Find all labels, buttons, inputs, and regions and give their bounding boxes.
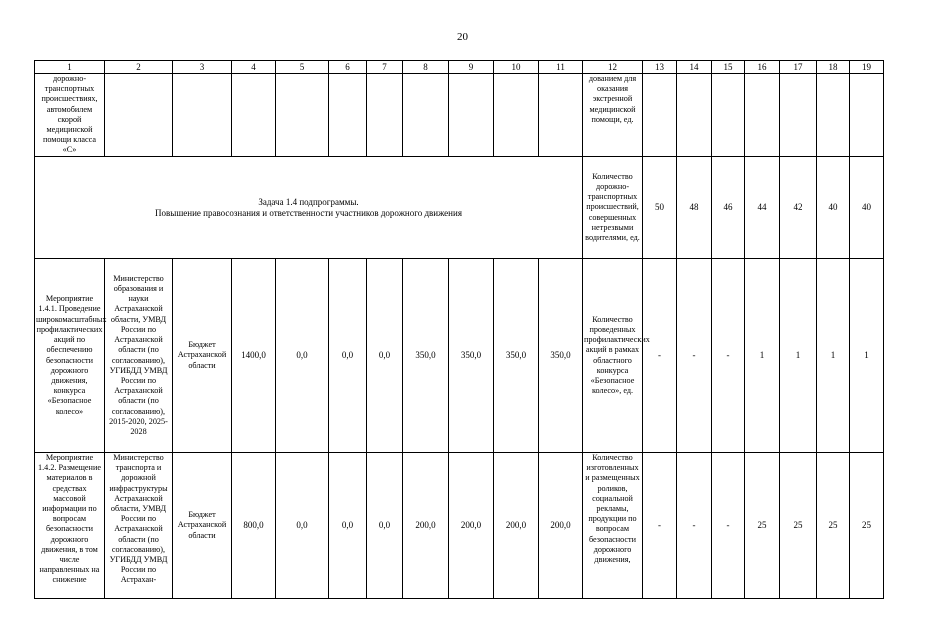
amount: 0,0 [367,259,403,453]
target-value: 50 [643,157,677,259]
empty-cell [712,74,745,157]
target-value: 25 [745,453,780,599]
empty-cell [817,74,850,157]
target-value: - [712,453,745,599]
funding-source: Бюджет Астраханской области [173,259,232,453]
measure-name: Мероприятие 1.4.2. Размещение материалов в средствах массовой информации по вопросам безопасности дорожного движения, в том числе направленных на снижение [35,453,105,599]
amount: 0,0 [329,453,367,599]
target-value: - [643,259,677,453]
target-value: - [677,453,712,599]
header-cell: 10 [494,61,539,74]
amount: 0,0 [367,453,403,599]
header-cell: 12 [583,61,643,74]
table-row [35,453,884,599]
header-cell: 7 [367,61,403,74]
target-value: 40 [850,157,884,259]
indicator: Количество изготовленных и размещенных роликов, социальной рекламы, продукции по вопросам безопасности дорожного движения, [583,453,643,599]
program-table [34,60,884,599]
target-value: 40 [817,157,850,259]
empty-cell [105,74,173,157]
header-row [35,61,884,74]
amount: 350,0 [403,259,449,453]
page-number: 20 [457,31,468,43]
target-value: 25 [817,453,850,599]
executor: Министерство транспорта и дорожной инфраструктуры Астраханской области, УМВД России по Астраханской области (по согласованию), УГИБДД УМВД России по Астрахан- [105,453,173,599]
target-value: 1 [817,259,850,453]
target-value: - [677,259,712,453]
amount: 350,0 [449,259,494,453]
measure-name: Мероприятие 1.4.1. Проведение широкомасштабных профилактических акций по обеспечению безопасности дорожного движения, конкурса «Безопасное колесо» [35,259,105,453]
target-value: 1 [745,259,780,453]
header-cell: 15 [712,61,745,74]
empty-cell [745,74,780,157]
header-cell: 14 [677,61,712,74]
empty-cell [329,74,367,157]
indicator: Количество проведенных профилактических акций в рамках областного конкурса «Безопасное колесо», ед. [583,259,643,453]
indicator-continued: дованием для оказания экстренной медицинской помощи, ед. [583,74,643,157]
empty-cell [367,74,403,157]
empty-cell [850,74,884,157]
empty-cell [449,74,494,157]
header-cell: 2 [105,61,173,74]
empty-cell [232,74,276,157]
empty-cell [539,74,583,157]
header-cell: 6 [329,61,367,74]
task-title: Задача 1.4 подпрограммы. [258,197,359,208]
empty-cell [276,74,329,157]
header-cell: 17 [780,61,817,74]
empty-cell [780,74,817,157]
funding-source: Бюджет Астраханской области [173,453,232,599]
empty-cell [173,74,232,157]
target-value: 25 [780,453,817,599]
target-value: 46 [712,157,745,259]
header-cell: 5 [276,61,329,74]
amount: 800,0 [232,453,276,599]
executor: Министерство образования и науки Астраханской области, УМВД России по Астраханской области (по согласованию), УГИБДД УМВД России по Астраханской области (по согласованию), 2015-2020, 2025-2028 [105,259,173,453]
target-value: 25 [850,453,884,599]
task-heading [35,157,583,259]
target-value: 44 [745,157,780,259]
amount: 1400,0 [232,259,276,453]
header-cell: 13 [643,61,677,74]
amount: 350,0 [494,259,539,453]
amount: 200,0 [494,453,539,599]
empty-cell [494,74,539,157]
target-value: 1 [780,259,817,453]
header-cell: 3 [173,61,232,74]
header-cell: 1 [35,61,105,74]
task-indicator: Количество дорожно-транспортных происшествий, совершенных нетрезвыми водителями, ед. [583,157,643,259]
amount: 200,0 [403,453,449,599]
target-value: - [712,259,745,453]
amount: 200,0 [539,453,583,599]
target-value: 48 [677,157,712,259]
target-value: 1 [850,259,884,453]
header-cell: 9 [449,61,494,74]
header-cell: 11 [539,61,583,74]
task-text: Повышение правосознания и ответственности участников дорожного движения [155,207,462,218]
amount: 0,0 [276,453,329,599]
header-cell: 8 [403,61,449,74]
task-row [35,157,884,259]
empty-cell [643,74,677,157]
header-cell: 16 [745,61,780,74]
measure-name-continued: дорожно-транспортных происшествиях, автомобилем скорой медицинской помощи класса «С» [35,74,105,157]
table-row [35,259,884,453]
empty-cell [677,74,712,157]
target-value: 42 [780,157,817,259]
amount: 350,0 [539,259,583,453]
table-row [35,74,884,157]
amount: 0,0 [276,259,329,453]
empty-cell [403,74,449,157]
header-cell: 19 [850,61,884,74]
header-cell: 4 [232,61,276,74]
amount: 200,0 [449,453,494,599]
target-value: - [643,453,677,599]
header-cell: 18 [817,61,850,74]
amount: 0,0 [329,259,367,453]
